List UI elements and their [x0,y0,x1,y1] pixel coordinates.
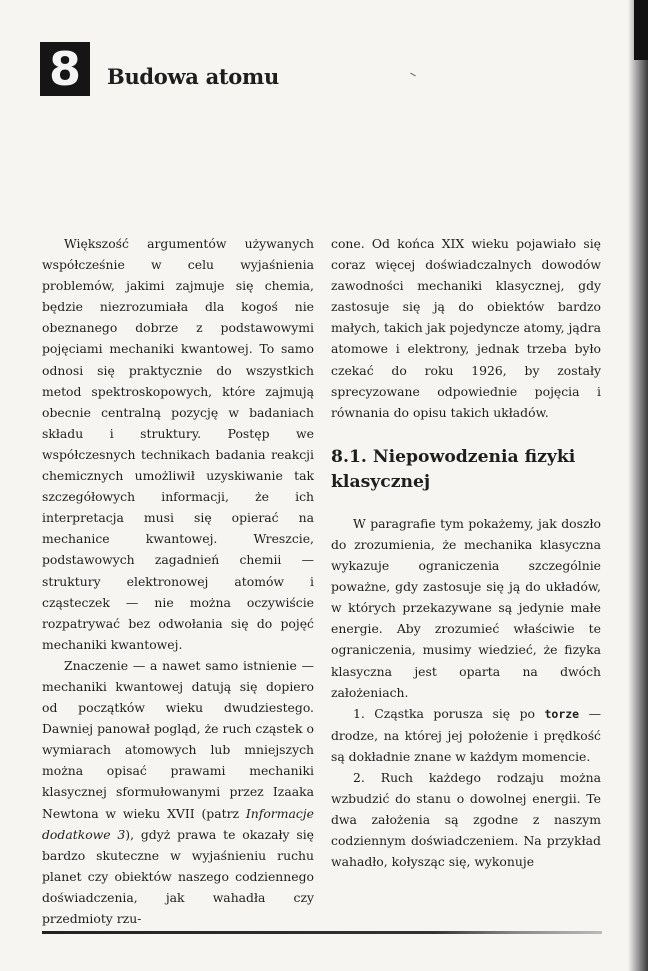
left-column [42,233,314,929]
list-item-1-end: — drodze, na której jej położenie i prędkość są dokładnie znane w każdym momencie. [331,705,601,764]
stray-mark [410,73,416,77]
list-item-2: 2. Ruch każdego rodzaju można wzbudzić do stanu o dowolnej energii. Te dwa założenia są zgodne z naszym codziennym doświadczeniem. Na przykład wahadło, kołysząc się, wykonuje [331,769,601,870]
list-item-1-start: 1. Cząstka porusza się po [353,705,545,721]
page-edge-top-shadow [634,0,648,60]
bottom-rule [42,931,602,934]
paragraph-continuation: cone. Od końca XIX wieku pojawiało się coraz więcej doświadczalnych dowodów zawodności mechaniki klasycznej, gdy zastosuje się ją do obiektów bardzo małych, takich jak pojedyncze atomy, jądra atomowe i elektrony, jednak trzeba było czekać do roku 1926, by zostały sprecyzowane odpowiednie pojęcia i równania do opisu takich układów. [331,236,601,420]
list-item-1 [331,703,601,767]
page-edge-shadow [628,0,648,971]
paragraph-significance [42,655,314,929]
right-column [331,233,601,872]
paragraph-significance-text: Znaczenie — a nawet samo istnienie — mechaniki kwantowej datują się dopiero od początków wieku dwudziestego. Dawniej panował pogląd, że ruch cząstek o wymiarach atomowych lub mniejszych można opisać prawami mechaniki klasycznej sformułowanymi przez Izaaka Newtona w wieku XVII (patrz [42,657,314,821]
chapter-number-badge [40,42,90,96]
reference-additional-info: Informacje dodatkowe 3 [42,805,314,842]
section-heading: 8.1. Niepowodzenia fizyki klasycznej [331,446,576,492]
paragraph-section-intro: W paragrafie tym pokażemy, jak doszło do zrozumienia, że mechanika klasyczna wykazuje ograniczenia szczególnie poważne, gdy zastosuje się ją do układów, w których przekazywane są jedynie małe energie. Aby zrozumieć właściwie te ograniczenia, musimy wiedzieć, że fizyka klasyczna jest oparta na dwóch założeniach. [331,515,601,700]
chapter-title: Budowa atomu [107,64,279,89]
chapter-number: 8 [48,42,81,96]
paragraph-intro: Większość argumentów używanych współcześnie w celu wyjaśnienia problemów, jakimi zajmuje się chemia, będzie niezrozumiała dla kogoś nie obeznanego dobrze z podstawowymi pojęciami mechaniki kwantowej. To samo odnosi się praktycznie do wszystkich metod spektroskopowych, które zajmują obecnie centralną pozycję w badaniach składu i struktury. Postęp we współczesnych technikach badania reakcji chemicznych umożliwił uzyskiwanie tak szczegółowych informacji, że ich interpretacja musi się opierać na mechanice kwantowej. Wreszcie, podstawowych zagadnień chemii — struktury elektronowej atomów i cząsteczek — nie można oczywiście rozpatrywać bez odwołania się do pojęć mechaniki kwantowej. [42,236,314,652]
paragraph-significance-end: ), gdyż prawa te okazały się bardzo skuteczne w wyjaśnieniu ruchu planet czy obiektów naszego codziennego doświadczenia, jak wahadła czy przedmioty rzu- [42,826,314,926]
term-torze: torze [544,706,580,721]
